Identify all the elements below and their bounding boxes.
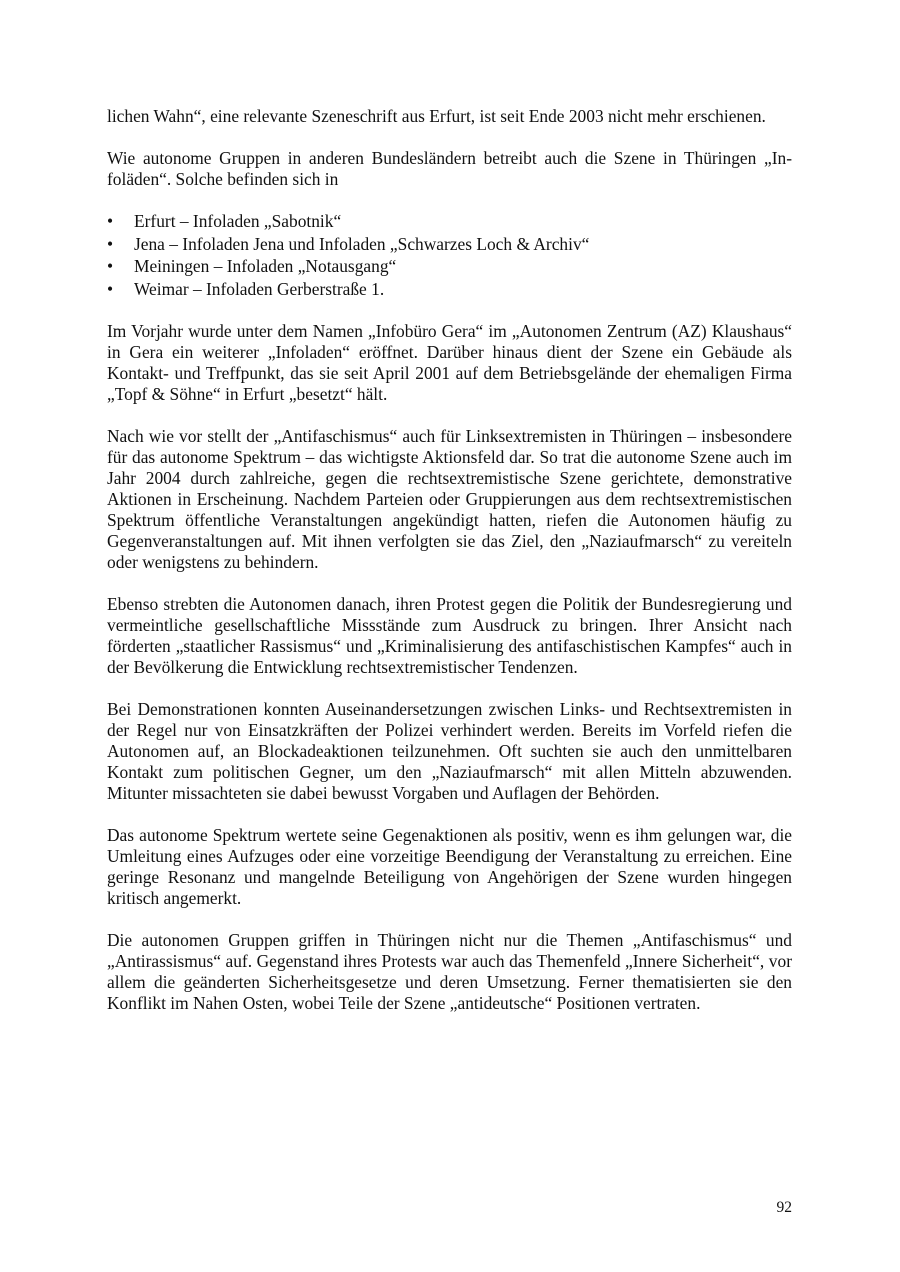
paragraph-themenfelder: Die autonomen Gruppen griffen in Thüringen nicht nur die Themen „Antifaschismus“ und „Antirassismus“ auf. Gegenstand ihres Protests war auch das Themenfeld „Innere Sicherheit“, vor allem die geänderten Sicherheitsgesetze und deren Umsetzung. Ferner thematisierten sie den Konflikt im Nahen Osten, wobei Teile der Szene „antideutsche“ Positionen vertraten. [107,929,792,1013]
list-item-text: Weimar – Infoladen Gerberstraße 1. [134,278,385,299]
document-body [107,106,792,1035]
paragraph-continued-text: lichen Wahn“, eine relevante Szeneschrift aus Erfurt, ist seit Ende 2003 nicht mehr erschienen. [107,106,766,126]
list-item [107,279,792,300]
list-item [107,256,792,277]
paragraph-infobuero-gera: Im Vorjahr wurde unter dem Namen „Infobüro Gera“ im „Autonomen Zentrum (AZ) Klaushaus“ in Gera ein weiterer „Infoladen“ eröffnet. Darüber hinaus dient der Szene ein Gebäude als Kontakt- und Treffpunkt, das sie seit April 2001 auf dem Betriebsgelände der ehemaligen Firma „Topf & Söhne“ in Erfurt „besetzt“ hält. [107,320,792,404]
paragraph-gegenaktionen: Das autonome Spektrum wertete seine Gegenaktionen als positiv, wenn es ihm gelungen war, die Umleitung eines Aufzuges oder eine vorzeitige Beendigung der Veranstaltung zu erreichen. Eine geringe Resonanz und mangelnde Beteiligung von Angehörigen der Szene wurden hingegen kritisch angemerkt. [107,824,792,908]
list-item-text: Erfurt – Infoladen „Sabotnik“ [134,211,342,231]
bullet-icon: • [107,211,114,231]
list-item-text: Meiningen – Infoladen „Notausgang“ [134,256,397,276]
list-item [107,211,792,232]
paragraph-protest-bundesregierung: Ebenso strebten die Autonomen danach, ihren Protest gegen die Politik der Bundesregierung und vermeintliche gesellschaftliche Missstände zum Ausdruck zu bringen. Ihrer Ansicht nach förderten „staatlicher Rassismus“ und „Kriminalisierung des antifaschistischen Kampfes“ auch in der Bevölkerung die Entwicklung rechtsextremistischer Tendenzen. [107,593,792,677]
bullet-icon: • [107,233,114,254]
list-item-text: Jena – Infoladen Jena und Infoladen „Schwarzes Loch & Archiv“ [134,233,590,254]
infoladen-list [107,211,792,300]
paragraph-demonstrationen: Bei Demonstrationen konnten Auseinandersetzungen zwischen Links- und Rechtsextremisten in der Regel nur von Einsatzkräften der Polizei verhindert werden. Bereits im Vorfeld riefen die Autonomen auf, an Blockadeaktionen teilzunehmen. Oft suchten sie auch den unmittelbaren Kontakt zum politischen Gegner, um den „Naziaufmarsch“ mit allen Mitteln abzuwenden. Mitunter missachteten sie dabei bewusst Vorgaben und Auflagen der Behörden. [107,698,792,803]
bullet-icon: • [107,256,114,276]
paragraph-infolaeden-intro: Wie autonome Gruppen in anderen Bundesländern betreibt auch die Szene in Thüringen „Infoläden“. Solche befinden sich in [107,148,792,189]
bullet-icon: • [107,278,114,299]
paragraph-antifaschismus: Nach wie vor stellt der „Antifaschismus“ auch für Linksextremisten in Thüringen – insbesondere für das autonome Spektrum – das wichtigste Aktionsfeld dar. So trat die autonome Szene auch im Jahr 2004 durch zahlreiche, gegen die rechtsextremistische Szene gerichtete, demonstrative Aktionen in Erscheinung. Nachdem Parteien oder Gruppierungen aus dem rechtsextremistischen Spektrum öffentliche Veranstaltungen angekündigt hatten, riefen die Autonomen häufig zu Gegenveranstaltungen auf. Mit ihnen verfolgten sie das Ziel, den „Naziaufmarsch“ zu vereiteln oder wenigstens zu behindern. [107,425,792,572]
list-item [107,234,792,255]
page-number: 92 [776,1199,792,1216]
